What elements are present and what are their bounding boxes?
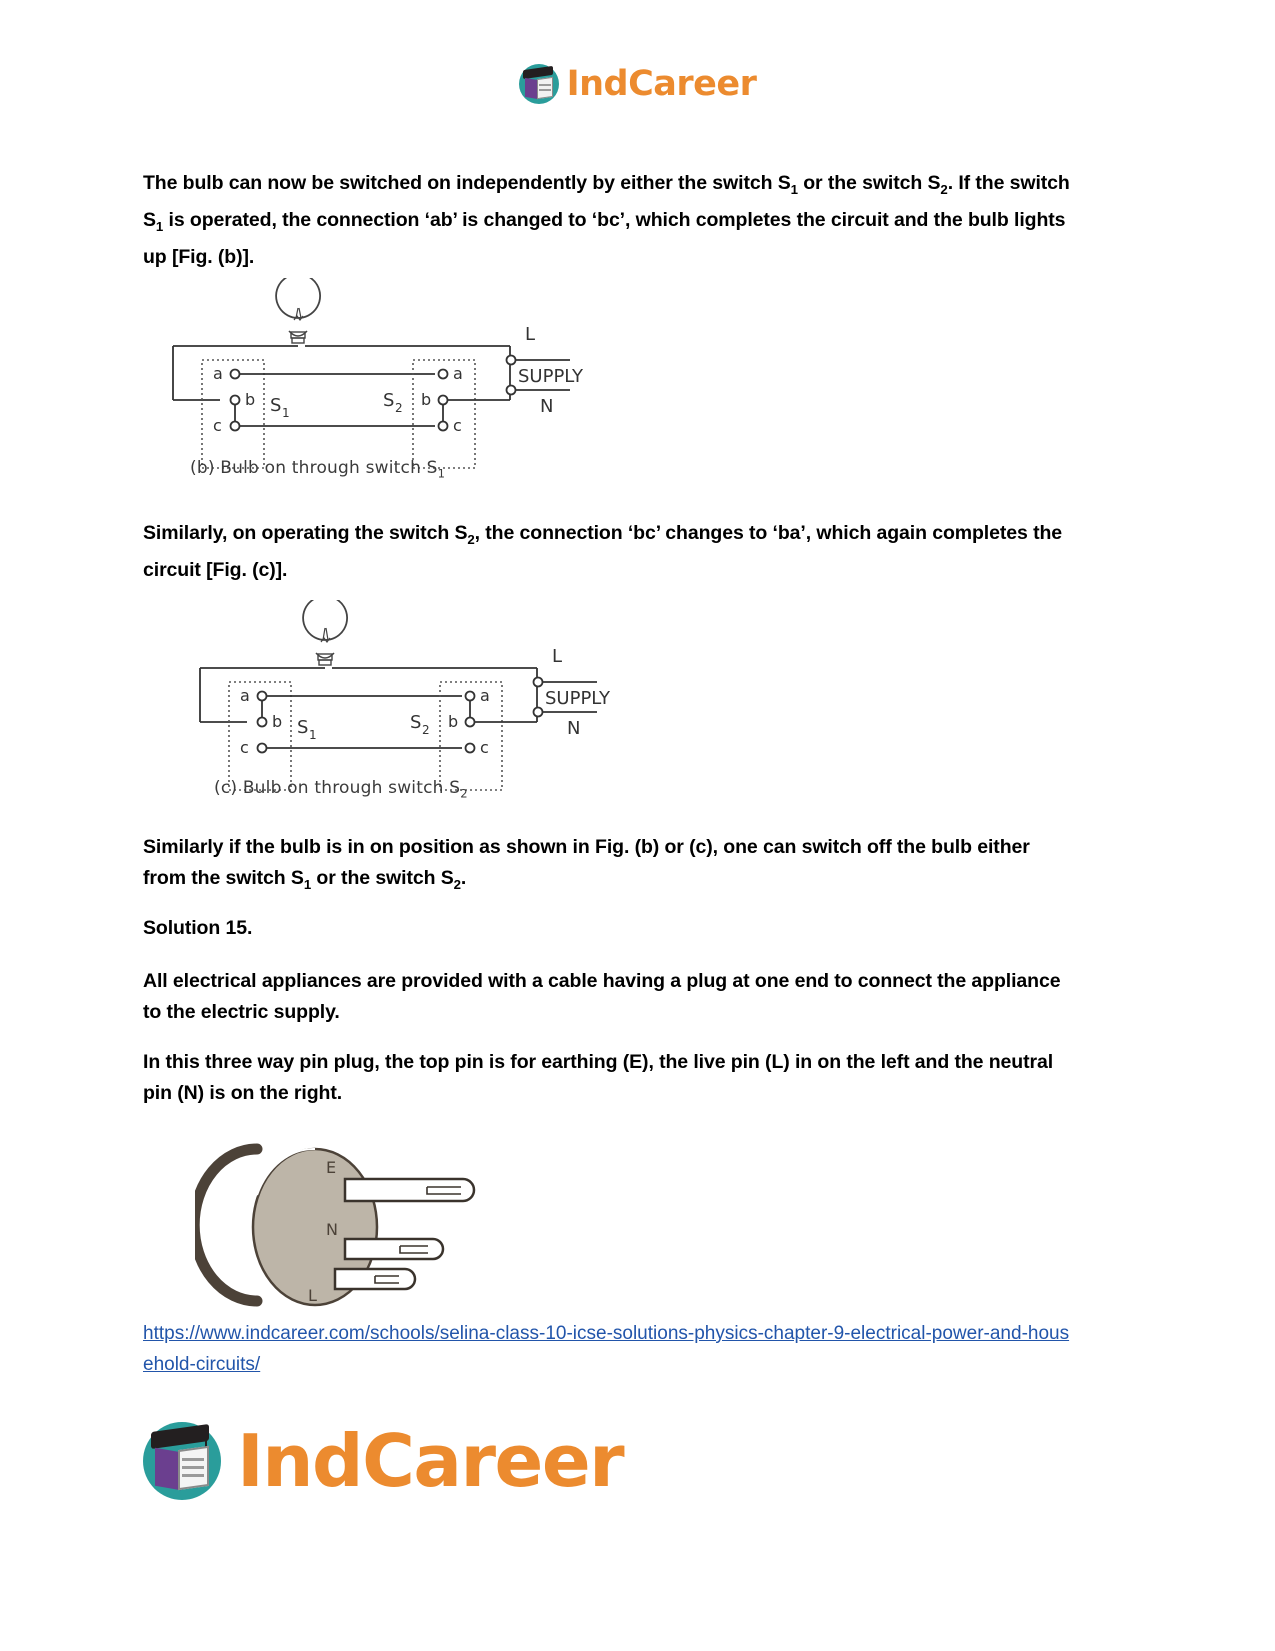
label-switch-2-sub: 2 <box>422 723 430 737</box>
logo-wordmark: IndCareer <box>566 63 757 104</box>
page-header <box>0 0 1275 106</box>
p3-seg1: Similarly if the bulb is in on position as shown in Fig. (b) or (c), one can switch off the bulb either from the switch S <box>143 836 1030 889</box>
terminal-left-b <box>231 396 240 405</box>
terminal-live <box>534 678 543 687</box>
terminal-right-c <box>439 422 448 431</box>
page-footer-logo <box>143 1418 623 1504</box>
source-link-block[interactable] <box>143 1318 1073 1380</box>
terminal-live <box>507 356 516 365</box>
terminal-right-b <box>466 718 475 727</box>
p1-sub-3: 1 <box>155 218 164 234</box>
label-right-b: b <box>448 712 459 731</box>
label-switch-2: S <box>410 712 422 733</box>
figure-c-caption-sub: 2 <box>460 786 468 801</box>
label-left-c: c <box>213 416 222 435</box>
footer-logo-wordmark: IndCareer <box>237 1419 624 1503</box>
figure-b-caption-sub: 1 <box>437 466 446 481</box>
p2-seg1: Similarly, on operating the switch S <box>143 522 468 544</box>
label-left-a: a <box>240 686 250 705</box>
label-right-a: a <box>480 686 490 705</box>
terminal-right-a <box>466 692 475 701</box>
source-url-link[interactable]: https://www.indcareer.com/schools/selina-class-10-icse-solutions-physics-chapter-9-electrical-power-and-household-circuits/ <box>143 1323 1070 1375</box>
solution-heading-block <box>143 913 1073 944</box>
p3-sub-1: 1 <box>303 876 312 892</box>
figure-b-two-way-switch-bulb-on-via-s1 <box>155 278 595 493</box>
p1-sub-1: 1 <box>790 181 798 197</box>
figure-c-two-way-switch-bulb-on-via-s2 <box>182 600 622 815</box>
label-right-a: a <box>453 364 463 383</box>
graduation-cap-book-icon <box>143 1418 229 1504</box>
paragraph-1 <box>143 168 1073 273</box>
paragraph-5: In this three way pin plug, the top pin is for earthing (E), the live pin (L) in on the left and the neutral pin (N) is on the right. <box>143 1051 1054 1104</box>
label-switch-1: S <box>270 395 282 416</box>
p2-seg2: , the connection ‘bc’ changes to ‘ba’, which again completes the circuit [Fig. (c)]. <box>143 522 1063 581</box>
label-left-c: c <box>240 738 249 757</box>
paragraph-4-block <box>143 966 1073 1028</box>
label-live: L <box>525 324 536 345</box>
terminal-neutral <box>534 708 543 717</box>
label-supply: SUPPLY <box>518 366 583 387</box>
label-switch-1: S <box>297 717 309 738</box>
label-left-b: b <box>272 712 283 731</box>
p1-sub-2: 2 <box>940 181 948 197</box>
label-neutral: N <box>540 396 554 417</box>
label-left-a: a <box>213 364 223 383</box>
label-right-c: c <box>453 416 462 435</box>
terminal-right-c <box>466 744 475 753</box>
label-neutral: N <box>567 718 581 739</box>
paragraph-4: All electrical appliances are provided with a cable having a plug at one end to connect the appliance to the electric supply. <box>143 970 1061 1023</box>
label-switch-2: S <box>383 390 395 411</box>
paragraph-1-block <box>143 168 1073 273</box>
three-pin-plug-figure <box>195 1135 515 1315</box>
terminal-left-b <box>258 718 267 727</box>
solution-heading: Solution 15. <box>143 917 253 939</box>
plug-label-live: L <box>308 1286 317 1305</box>
p2-sub: 2 <box>467 531 475 547</box>
p3-seg2: or the switch S <box>311 867 454 889</box>
figure-c-caption <box>214 778 468 800</box>
p3-seg3: . <box>460 867 467 889</box>
label-live: L <box>552 646 563 667</box>
graduation-cap-book-icon <box>519 62 563 106</box>
terminal-left-a <box>258 692 267 701</box>
terminal-right-b <box>439 396 448 405</box>
label-right-b: b <box>421 390 432 409</box>
terminal-neutral <box>507 386 516 395</box>
p1-seg1: The bulb can now be switched on independently by either the switch S <box>143 172 791 194</box>
terminal-left-c <box>231 422 240 431</box>
label-left-b: b <box>245 390 256 409</box>
paragraph-5-block <box>143 1047 1073 1109</box>
plug-label-neutral: N <box>326 1220 338 1239</box>
paragraph-3 <box>143 832 1073 900</box>
p1-seg2: or the switch S <box>797 172 941 194</box>
label-supply: SUPPLY <box>545 688 610 709</box>
figure-c-caption-text: (c) Bulb on through switch S <box>214 778 461 798</box>
paragraph-2 <box>143 518 1073 586</box>
label-switch-2-sub: 2 <box>395 401 403 415</box>
paragraph-2-block <box>143 518 1073 586</box>
figure-b-caption-text: (b) Bulb on through switch S <box>190 458 438 478</box>
terminal-left-c <box>258 744 267 753</box>
three-pin-plug-svg <box>195 1135 515 1315</box>
p3-sub-2: 2 <box>453 876 461 892</box>
paragraph-3-block <box>143 832 1073 900</box>
label-switch-1-sub: 1 <box>309 728 317 742</box>
p1-seg4: is operated, the connection ‘ab’ is changed to ‘bc’, which completes the circuit and the bulb lights up [Fig. (b)]. <box>143 208 1066 268</box>
indcareer-logo <box>519 62 757 106</box>
label-switch-1-sub: 1 <box>282 406 290 420</box>
p1-seg3: . If the switch S <box>143 172 1070 231</box>
figure-b-caption <box>190 458 445 480</box>
terminal-left-a <box>231 370 240 379</box>
terminal-right-a <box>439 370 448 379</box>
plug-label-earth: E <box>326 1158 337 1177</box>
label-right-c: c <box>480 738 489 757</box>
